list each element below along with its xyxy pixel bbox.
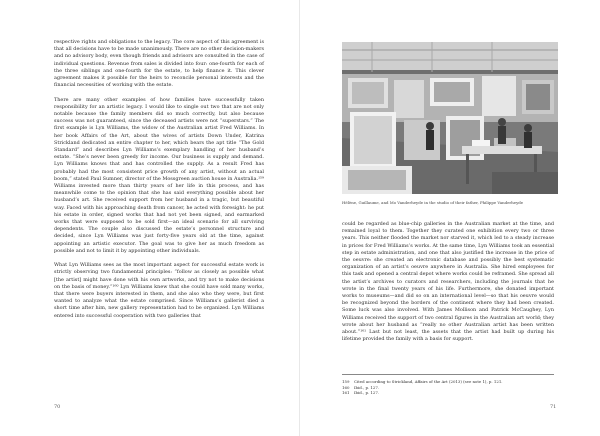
- footnote-text: Ibid., p. 127.: [354, 384, 380, 390]
- studio-photo: [342, 42, 558, 194]
- studio-photo-image: [342, 42, 558, 194]
- paragraph: respective rights and obligations to the legacy. The core aspect of this agreement is that all decisions have to be made unanimously. There are no other decision-makers and no advisory body, even though friends and advisors are consulted in the case of individual questions. Revenue from sales is divided into four: one-fourth for each of the three siblings and one-fourth for the estate, to help finance it. This clever agreement makes it possible for the heirs to reconcile personal interests and the financial necessities of working with the estate.: [54, 39, 264, 89]
- footnote: [342, 390, 554, 396]
- photo-caption: Hélène, Guillaume, and Mo Vanderheyde in the studio of their father, Philippe Vanderheyde: [342, 200, 524, 205]
- footnote-text: Cited according to Strickland, Affairs of the Art (2013) (see note 1), p. 121.: [354, 379, 503, 384]
- footnote-number: 160: [342, 384, 350, 390]
- footnote-number: 159: [342, 379, 350, 384]
- footnote-number: 161: [342, 390, 350, 396]
- paragraph: What Lyn Williams sees as the most important aspect for successful estate work is strictly observing two fundamental principles: “follow as closely as possible what [the artist] might have done with his own artworks, and try not to make decisions on the basis of money.”¹⁶⁰ Lyn Williams knew that she could have sold many works, that there were buyers interested in them, and she also who they were, but first wanted to analyze what the estate comprised. Since Williams’s gallerist died a short time after him, new gallery representation had to be organized. Lyn Williams entered into successful cooperation with two galleries that: [54, 262, 264, 319]
- page-number: 70: [54, 404, 61, 410]
- footnotes: [342, 379, 554, 396]
- page-number: 71: [550, 404, 557, 410]
- paragraph: There are many other examples of how families have successfully taken responsibility for an artistic legacy. I would like to single out two that are not only notable because the family members did so much correctly, but also because success was not guaranteed, since the deceased artists were not “superstars.” The first example is Lyn Williams, the widow of the Australian artist Fred Williams. In her book Affairs of the Art, about the wives of artists Down Under, Katrina Strickland dedicated an entire chapter to her, which bears the apt title “The Gold Standard” and describes Lyn Williams’s exemplary handling of her husband’s estate. “She’s never been greedy for income. Our business is supply and demand. Lyn Williams knows that and has controlled the supply. As a result Fred has probably had the most consistent price growth of any artist, without an actual boom,” stated Paul Sumner, director of the Mossgreen auction house in Australia.¹⁵⁹ Williams invested more than thirty years of her life in this process, and has meanwhile come to the opinion that she has said everything possible about her husband’s art. She received support from her husband in a tragic, but beautiful way. Faced with his approaching death from cancer, he acted with foresight: he put his estate in order, signed works that had not yet been signed, and earmarked works that were supposed to be sold first—an ideal scenario for all surviving dependents. The couple also discussed the estate’s personnel structure and decided, since Lyn Williams was just forty-five years old at the time, against appointing an artistic executor. The goal was to give her as much freedom as possible and not to limit it by appointing other individuals.: [54, 96, 264, 254]
- right-body-text: [342, 221, 554, 343]
- footnote-text: Ibid., p. 127.: [354, 390, 380, 396]
- paragraph: could be regarded as blue-chip galleries in the Australian market at the time, and remained loyal to them. Together they curated one exhibition every two or three years. This neither flooded the market nor starved it, which led to a steady increase in prices for Fred Williams’s works. At the same time, Lyn Williams took an essential step in estate administration, and one that also justified the increase in the price of the oeuvre: she created an electronic database and possibly the best systematic organization of an artist’s oeuvre anywhere in Australia. She hired employees for this task and opened a central depot where works could be reframed. She spread all the artist’s archives to curators and researchers, including the journals that he wrote in the final twenty years of his life. Furthermore, she donated important works to museums—and did so on an international level—so that his oeuvre would be recognized beyond the borders of the continent where they had been created. Some luck was also involved. With James Mollison and Patrick McCaughey, Lyn Williams received the support of two central figures in the Australian art world; they wrote about her husband as “really no other Australian artist has been written about.”¹⁶¹ Last but not least, the assets that the artist had built up during his lifetime provided the family with a basis for support.: [342, 221, 554, 343]
- left-body-text: [54, 39, 264, 320]
- right-page: [300, 0, 600, 436]
- footnote-rule: [342, 374, 554, 375]
